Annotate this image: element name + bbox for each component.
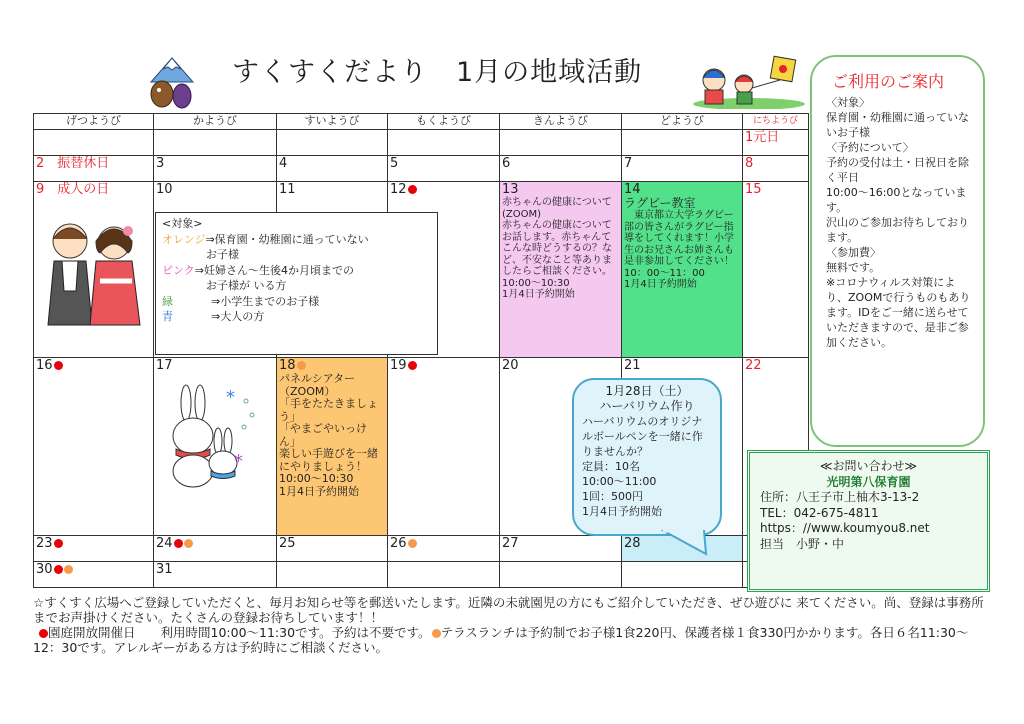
svg-text:*: * bbox=[226, 387, 235, 408]
garden-open-dot bbox=[174, 539, 183, 548]
info-body: 〈対象〉 保育園・幼稚園に通っていないお子様 〈予約について〉 予約の受付は土・日祝日を除く平日 10:00〜16:00となっています。 沢山のご参加お待ちしております。 〈参加費〉 無料です。 ※コロナウィルス対策により、ZOOMで行うものもあります。IDをご一緒に送らせていただきますので、是非ご参加ください。 bbox=[826, 96, 971, 349]
calendar-day-23 bbox=[34, 536, 154, 562]
garden-open-dot bbox=[408, 361, 417, 370]
footer-notes bbox=[33, 595, 993, 655]
terrace-lunch-dot bbox=[64, 565, 73, 574]
footer-line-schedule bbox=[33, 625, 993, 655]
legend-text: ⇒大人の方 bbox=[211, 310, 265, 323]
weekday-header: きんようび bbox=[500, 114, 622, 130]
calendar-day-14 bbox=[622, 182, 743, 358]
calendar-day-19 bbox=[388, 358, 500, 536]
calendar-day-2 bbox=[34, 156, 154, 182]
legend-color-label: オレンジ bbox=[162, 232, 206, 246]
calendar-day-27 bbox=[500, 536, 622, 562]
calendar-day-3 bbox=[154, 156, 277, 182]
weekday-header: すいようび bbox=[277, 114, 388, 130]
legend-color-label: 青 bbox=[162, 310, 173, 323]
target-legend bbox=[155, 212, 438, 355]
bubble-body: ハーバリウムのオリジナルボールペンを一緒に作りませんか？ 定員：10名 10:00〜11:00 1回：500円 1月4日予約開始 bbox=[582, 415, 703, 518]
herbarium-event-bubble bbox=[572, 378, 722, 536]
terrace-lunch-dot bbox=[297, 361, 306, 370]
page-title: すくすくだより 1月の地域活動 bbox=[232, 57, 643, 88]
terrace-lunch-dot bbox=[432, 629, 441, 638]
garden-open-dot bbox=[408, 185, 417, 194]
garden-open-dot bbox=[54, 565, 63, 574]
day-label: 8 bbox=[745, 156, 754, 171]
legend-text: ⇒保育園・幼稚園に通っていない お子様 bbox=[205, 232, 369, 261]
weekday-header: げつようび bbox=[34, 114, 154, 130]
terrace-lunch-dot bbox=[408, 539, 417, 548]
garden-open-dot bbox=[54, 361, 63, 370]
day-label: 14 bbox=[624, 182, 641, 197]
garden-open-dot bbox=[39, 629, 48, 638]
contact-panel bbox=[747, 450, 990, 592]
calendar-cell-empty bbox=[622, 562, 743, 588]
legend-row-pink bbox=[162, 263, 431, 294]
contact-name: 光明第八保育園 bbox=[826, 474, 911, 489]
day-label: 13 bbox=[502, 182, 519, 197]
calendar-cell-empty bbox=[500, 130, 622, 156]
calendar-day-7 bbox=[622, 156, 743, 182]
day-label: 28 bbox=[624, 536, 641, 551]
bubble-title: 1月28日（土） ハーバリウム作り bbox=[599, 384, 695, 413]
day-label: 2 振替休日 bbox=[36, 156, 110, 171]
day-label: 6 bbox=[502, 156, 511, 171]
footer-terrace-lunch: テラスランチは予約制でお子様1食220円、保護者様１食330円かかります。各日６名11:30〜12：30です。アレルギーがある方は予約時にご相談ください。 bbox=[33, 625, 969, 655]
day-label: 21 bbox=[624, 358, 641, 373]
calendar-day-16 bbox=[34, 358, 154, 536]
day-label: 20 bbox=[502, 358, 519, 373]
day-label: 22 bbox=[745, 358, 762, 373]
day-label: 30 bbox=[36, 562, 53, 577]
usage-info-panel bbox=[810, 55, 985, 447]
calendar-cell-empty bbox=[388, 562, 500, 588]
info-heading: ご利用のご案内 bbox=[832, 72, 945, 91]
day-label: 17 bbox=[156, 358, 173, 373]
calendar-day-30 bbox=[34, 562, 154, 588]
mount-fuji-hawk-eggplant-illustration bbox=[146, 52, 198, 110]
day-label: 24 bbox=[156, 536, 173, 551]
day-label: 23 bbox=[36, 536, 53, 551]
legend-text: ⇒小学生までのお子様 bbox=[211, 294, 320, 308]
day-label: 3 bbox=[156, 156, 165, 171]
svg-text:*: * bbox=[234, 451, 243, 472]
day-label: 16 bbox=[36, 358, 53, 373]
calendar-day-6 bbox=[500, 156, 622, 182]
calendar-day-26 bbox=[388, 536, 500, 562]
day-label: 15 bbox=[745, 182, 762, 197]
day-label: 19 bbox=[390, 358, 407, 373]
day-label: 18 bbox=[279, 358, 296, 373]
calendar-day-31 bbox=[154, 562, 277, 588]
calendar-cell-empty bbox=[622, 130, 743, 156]
day-label: 11 bbox=[279, 182, 296, 197]
weekday-header: もくようび bbox=[388, 114, 500, 130]
contact-staff: 担当 小野・中 bbox=[760, 536, 845, 551]
legend-heading: <対象> bbox=[162, 217, 203, 230]
calendar-day-1 bbox=[743, 130, 809, 156]
calendar-cell-empty bbox=[34, 130, 154, 156]
calendar-cell-empty bbox=[154, 130, 277, 156]
coming-of-age-couple-illustration bbox=[36, 211, 148, 331]
calendar-day-24 bbox=[154, 536, 277, 562]
legend-row-green bbox=[162, 294, 431, 310]
calendar-cell-empty bbox=[277, 130, 388, 156]
footer-line-registration: ☆すくすく広場へご登録していただくと、毎月お知らせ等を郵送いたします。近隣の未就園児の方にもご紹介していただき、ぜひ遊びに 来てください。尚、登録は事務所までお声掛けください。たくさんの登録お待ちしています！！ bbox=[33, 595, 984, 625]
calendar-cell-empty bbox=[388, 130, 500, 156]
day-label: 31 bbox=[156, 562, 173, 577]
day-label: 10 bbox=[156, 182, 173, 197]
weekday-header: どようび bbox=[622, 114, 743, 130]
day-label: 12 bbox=[390, 182, 407, 197]
garden-open-dot bbox=[54, 539, 63, 548]
contact-url[interactable]: https：//www.koumyou8.net bbox=[760, 521, 930, 535]
calendar-day-8 bbox=[743, 156, 809, 182]
calendar-day-15 bbox=[743, 182, 809, 358]
calendar-cell-empty bbox=[277, 562, 388, 588]
contact-address: 住所：八王子市上柚木3-13-2 bbox=[760, 490, 920, 504]
day-label: 1元日 bbox=[745, 130, 780, 145]
calendar-day-18 bbox=[277, 358, 388, 536]
legend-row-orange bbox=[162, 232, 431, 263]
day-label: 26 bbox=[390, 536, 407, 551]
weekday-header: かようび bbox=[154, 114, 277, 130]
event-rugby: 東京都立大学ラグビー部の皆さんがラグビー指導をしてくれます！小学生のお兄さんお姉さんも是非参加してください！ 10：00〜11：00 1月4日予約開始 bbox=[624, 210, 734, 290]
contact-tel: TEL：042-675-4811 bbox=[760, 505, 879, 520]
contact-heading: ≪お問い合わせ≫ bbox=[819, 459, 918, 473]
legend-row-blue bbox=[162, 309, 431, 325]
terrace-lunch-dot bbox=[184, 539, 193, 548]
legend-color-label: ピンク bbox=[162, 263, 195, 277]
calendar-day-25 bbox=[277, 536, 388, 562]
day-label: 4 bbox=[279, 156, 288, 171]
footer-garden-open: 園庭開放開催日 利用時間10:00〜11:30です。予約は不要です。 bbox=[48, 625, 431, 640]
event-baby-health: 赤ちゃんの健康について(ZOOM) 赤ちゃんの健康についてお話します。赤ちゃんてこんな時どうするの？など、不安なこと等ありましたらご相談ください。 10:00〜10:30 1月4日予約開始 bbox=[502, 197, 612, 300]
calendar-day-13 bbox=[500, 182, 622, 358]
day-label: 9 成人の日 bbox=[36, 182, 110, 197]
calendar-day-5 bbox=[388, 156, 500, 182]
day-label: 27 bbox=[502, 536, 519, 551]
bubble-tail bbox=[660, 530, 710, 558]
kite-flying-children-illustration bbox=[692, 54, 807, 109]
weekday-header-sunday: にちようび bbox=[743, 114, 809, 130]
calendar-day-4 bbox=[277, 156, 388, 182]
day-label: 5 bbox=[390, 156, 399, 171]
legend-text: ⇒妊婦さん〜生後4か月頃までの お子様が いる方 bbox=[194, 263, 354, 292]
calendar-day-17 bbox=[154, 358, 277, 536]
calendar-day-9 bbox=[34, 182, 154, 358]
event-rugby-title: ラグビー教室 bbox=[624, 196, 696, 210]
day-label: 7 bbox=[624, 156, 633, 171]
event-panel-theater: パネルシアター （ZOOM） 「手をたたきましょう」 「やまごやいっけん」 楽しい手遊びを一緒にやりましょう！ 10:00〜10:30 1月4日予約開始 bbox=[279, 372, 378, 498]
snow-rabbits-illustration bbox=[156, 381, 266, 491]
calendar-cell-empty bbox=[500, 562, 622, 588]
legend-color-label: 緑 bbox=[162, 294, 173, 308]
day-label: 25 bbox=[279, 536, 296, 551]
